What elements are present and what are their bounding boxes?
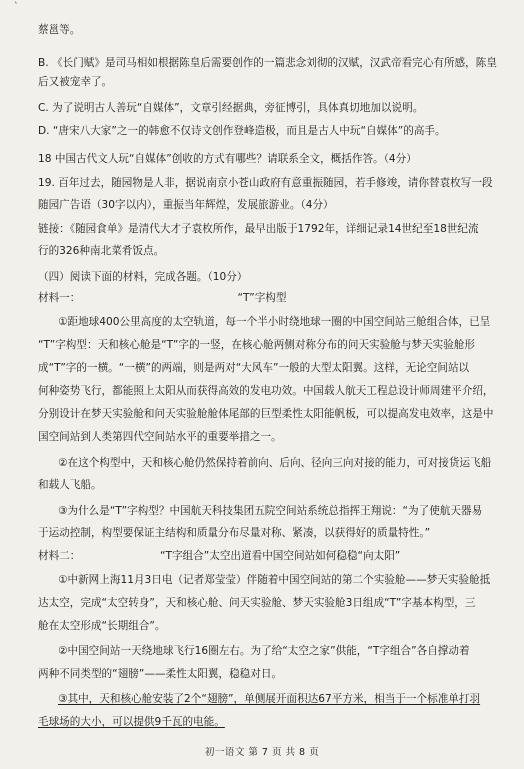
m2-p1-line-1: ①中新网上海11月3日电（记者郑莹莹）伴随着中国空间站的第二个实验舱——梦天实验舱抵	[58, 574, 491, 586]
m1-p1-line-6: 国空间站到人类第四代空间站水平的重要举措之一。	[38, 431, 282, 443]
material-2-title: “T字组合”太空出道看中国空间站如何稳稳“向太阳”	[160, 550, 401, 562]
question-18: 18 中国古代文人玩“自媒体”创收的方式有哪些？请联系全文，概括作答。（4分）	[38, 153, 417, 165]
corner-mark: ˋ	[14, 2, 19, 12]
question-19-line-2: 随园广告语（30字以内），重振当年辉煌，发展旅游业。（4分）	[38, 199, 334, 211]
m1-p2-line-1: ②在这个构型中，天和核心舱仍然保持着前向、后向、径向三向对接的能力，可对接货运飞船	[58, 457, 492, 469]
material-1-title: “T”字构型	[237, 292, 287, 304]
question-19-line-1: 19. 百年过去，随园物是人非，据说南京小苍山政府有意重振随园，若手修竣，请你替袁枚写一段	[38, 177, 493, 189]
m2-p1-line-2: 达太空，完成“太空转身”，天和核心舱、问天实验舱、梦天实验舱3日组成“T”字基本构型，三	[38, 597, 476, 609]
option-b-line-1: B. 《长门赋》是司马相如根据陈皇后需要创作的一篇悲念刘彻的汉赋，汉武帝看完心有所感，陈皇	[38, 57, 497, 69]
link-line-2: 行的326种南北菜肴饭点。	[38, 245, 165, 257]
m2-p2-line-2: 两种不同类型的“翅膀”——柔性太阳翼，稳稳对日。	[38, 668, 283, 680]
m1-p3-line-1: ③为什么是“T”字构型？中国航天科技集团五院空间站系统总指挥王翔说：“为了使航天器易	[58, 505, 483, 517]
material-1-label: 材料一：	[38, 292, 81, 304]
m2-p3-line-1: ③其中，天和核心舱安装了2个“翅膀”，单侧展开面积达67平方米，相当于一个标准单打羽	[58, 693, 481, 705]
option-d: D. “唐宋八大家”之一的韩愈不仅诗文创作登峰造极，而且是古人中玩“自媒体”的高手。	[38, 125, 446, 137]
option-c: C. 为了说明古人善玩“自媒体”，文章引经据典，旁征博引，具体真切地加以说明。	[38, 102, 424, 114]
page-footer: 初一语文 第 7 页 共 8 页	[204, 747, 320, 758]
m1-p1-line-4: 何种姿势飞行，都能照上太阳从而获得高效的发电功效。中国载人航天工程总设计师周建平介绍，	[38, 385, 494, 397]
m2-p1-line-3: 舱在太空形成“长期组合”。	[38, 620, 166, 632]
m1-p1-line-2: “T”字构型：天和核心舱是“T”字的一竖，在核心舱两侧对称分布的问天实验舱与梦天实验舱形	[38, 339, 475, 351]
m1-p1-line-3: 成“T”字的一横。“一横”的两端，则是两对“大风车”一般的大型太阳翼。这样，无论空间站以	[38, 362, 470, 374]
section-4-heading: （四）阅读下面的材料，完成各题。（10分）	[38, 271, 248, 283]
material-2-label: 材料二：	[38, 550, 81, 562]
m1-p2-line-2: 和载人飞船。	[38, 479, 102, 491]
text-line: 蔡邕等。	[38, 24, 81, 36]
m2-p3-line-2: 毛球场的大小，可以提供9千瓦的电能。	[38, 716, 225, 728]
m2-p2-line-1: ②中国空间站一天绕地球飞行16圈左右。为了给“太空之家”供能，“T字组合”各自撑动着	[58, 645, 470, 657]
m1-p1-line-1: ①距地球400公里高度的太空轨道，每一个半小时绕地球一圈的中国空间站三舱组合体，已呈	[58, 316, 491, 328]
m1-p3-line-2: 于运动控制，构型要保证主结构和质量分布尽量对称、紧凑，以获得好的质量特性。”	[38, 527, 431, 539]
option-b-line-2: 后又被宠幸了。	[38, 76, 113, 88]
link-line-1: 链接：《随园食单》是清代大才子袁枚所作，最早出版于1792年，详细记录14世纪至18世纪流	[38, 223, 479, 235]
m1-p1-line-5: 分别设计在梦天实验舱和问天实验舱舱体尾部的巨型柔性太阳能帆板，可以提高发电效率，这是中	[38, 408, 494, 420]
